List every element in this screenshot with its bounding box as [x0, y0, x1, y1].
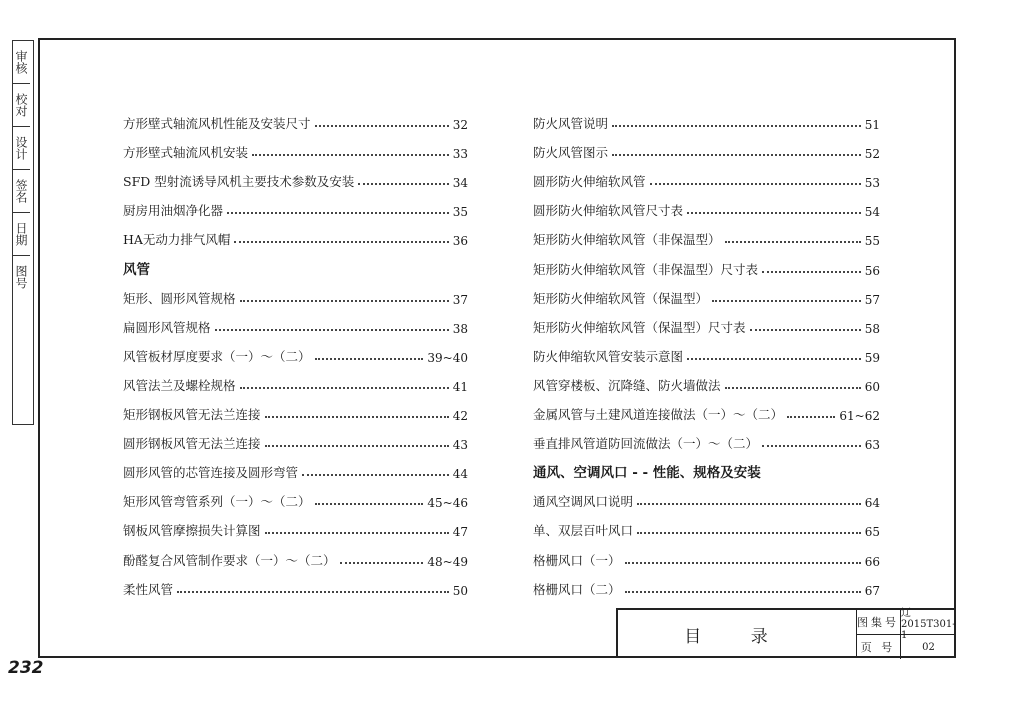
toc-entry-title: 圆形风管的芯管连接及圆形弯管: [123, 465, 299, 481]
toc-section-heading: [123, 248, 468, 277]
toc-entry: [123, 336, 468, 365]
leader-dots: [252, 154, 449, 156]
toc-entry-title: 矩形、圆形风管规格: [123, 290, 236, 306]
toc-entry: [123, 569, 468, 598]
leader-dots: [340, 562, 424, 564]
leader-dots: [625, 562, 861, 564]
toc-entry: [123, 161, 468, 190]
toc-entry-page: 41: [452, 379, 468, 394]
sidebar-cell: 审核: [13, 41, 30, 84]
toc-entry-page: 48~49: [427, 554, 468, 569]
toc-entry: [123, 278, 468, 307]
leader-dots: [612, 154, 861, 156]
leader-dots: [637, 532, 861, 534]
leader-dots: [712, 300, 861, 302]
toc-entry-title: 格栅风口（一）: [533, 552, 621, 568]
toc-entry: [533, 103, 880, 132]
toc-entry-title: 酚醛复合风管制作要求（一）～（二）: [123, 552, 336, 568]
toc-entry: [123, 452, 468, 481]
toc-entry-page: 37: [452, 292, 468, 307]
toc-left-column: [123, 103, 468, 598]
page-number-value: 02: [922, 641, 935, 653]
toc-entry-page: 61~62: [839, 409, 880, 424]
signature-sidebar: [12, 40, 34, 425]
sidebar-cell: 图号: [14, 265, 28, 289]
toc-entry-title: 矩形防火伸缩软风管（非保温型）: [533, 232, 721, 248]
toc-entry: [123, 219, 468, 248]
toc-entry: [533, 278, 880, 307]
toc-entry-page: 59: [864, 350, 880, 365]
toc-entry-title: 金属风管与土建风道连接做法（一）～（二）: [533, 407, 784, 423]
toc-entry: [533, 510, 880, 539]
leader-dots: [234, 241, 448, 243]
leader-dots: [762, 445, 861, 447]
toc-entry-title: 柔性风管: [123, 581, 174, 597]
toc-entry: [533, 161, 880, 190]
leader-dots: [687, 358, 861, 360]
leader-dots: [265, 445, 449, 447]
toc-entry-title: 扁圆形风管规格: [123, 319, 211, 335]
toc-entry-page: 38: [452, 321, 468, 336]
toc-entry: [533, 394, 880, 423]
leader-dots: [358, 183, 448, 185]
sidebar-cell: 签名: [13, 170, 30, 213]
toc-entry: [533, 219, 880, 248]
page-number: 232: [8, 658, 44, 678]
atlas-number-label: 图集号: [856, 610, 901, 635]
leader-dots: [762, 271, 861, 273]
toc-entry-title: 防火风管说明: [533, 116, 609, 132]
toc-entry: [123, 307, 468, 336]
toc-entry-page: 50: [452, 583, 468, 598]
leader-dots: [240, 300, 449, 302]
toc-section-heading: [533, 452, 880, 481]
toc-entry-title: 单、双层百叶风口: [533, 523, 634, 539]
toc-entry-title: 格栅风口（二）: [533, 581, 621, 597]
toc-entry: [533, 132, 880, 161]
toc-entry-title: 圆形防火伸缩软风管尺寸表: [533, 203, 684, 219]
toc-entry-page: 32: [452, 118, 468, 133]
toc-entry-page: 43: [452, 438, 468, 453]
toc-entry-page: 53: [864, 176, 880, 191]
toc-entry-page: 65: [864, 525, 880, 540]
toc-entry-page: 44: [452, 467, 468, 482]
leader-dots: [750, 329, 861, 331]
title-block: [616, 608, 956, 658]
toc-entry-page: 39~40: [427, 350, 468, 365]
toc-entry-page: 34: [452, 176, 468, 191]
toc-entry-page: 66: [864, 554, 880, 569]
sidebar-cell: 设计: [13, 127, 30, 170]
leader-dots: [265, 416, 449, 418]
toc-entry-title: 矩形防火伸缩软风管（保温型）尺寸表: [533, 319, 746, 335]
toc-entry-title: 方形壁式轴流风机安装: [123, 145, 249, 161]
title-block-title: 目 录: [618, 610, 857, 658]
toc-entry-title: 圆形防火伸缩软风管: [533, 174, 646, 190]
toc-entry-page: 58: [864, 321, 880, 336]
toc-entry-title: 通风、空调风口 - - 性能、规格及安装: [533, 465, 761, 482]
toc-entry-title: 防火伸缩软风管安装示意图: [533, 348, 684, 364]
toc-entry-page: 35: [452, 205, 468, 220]
toc-entry: [533, 569, 880, 598]
leader-dots: [315, 125, 449, 127]
toc-entry-title: 矩形钢板风管无法兰连接: [123, 407, 261, 423]
sidebar-cell: 日期: [13, 213, 30, 256]
toc-entry-title: 风管板材厚度要求（一）～（二）: [123, 348, 311, 364]
toc-entry: [123, 394, 468, 423]
leader-dots: [240, 387, 449, 389]
toc-entry-title: 防火风管图示: [533, 145, 609, 161]
toc-entry-title: 钢板风管摩擦损失计算图: [123, 523, 261, 539]
toc-entry-title: 矩形防火伸缩软风管（非保温型）尺寸表: [533, 261, 759, 277]
toc-entry-title: 垂直排风管道防回流做法（一）～（二）: [533, 436, 759, 452]
toc-entry-title: 风管法兰及螺栓规格: [123, 377, 236, 393]
leader-dots: [215, 329, 449, 331]
toc-entry-title: HA无动力排气风帽: [123, 232, 231, 248]
toc-entry: [123, 190, 468, 219]
toc-entry-title: 矩形防火伸缩软风管（保温型）: [533, 290, 709, 306]
toc-entry-page: 45~46: [427, 496, 468, 511]
leader-dots: [227, 212, 449, 214]
toc-entry-page: 56: [864, 263, 880, 278]
toc-entry: [533, 307, 880, 336]
toc-entry: [533, 190, 880, 219]
toc-entry-page: 64: [864, 496, 880, 511]
leader-dots: [315, 503, 424, 505]
leader-dots: [315, 358, 424, 360]
toc-entry: [533, 481, 880, 510]
toc-entry: [123, 481, 468, 510]
toc-entry: [533, 423, 880, 452]
page-number-label: 页 号: [856, 635, 901, 659]
leader-dots: [302, 474, 449, 476]
toc-entry: [533, 248, 880, 277]
toc-entry: [123, 423, 468, 452]
toc-entry-title: 风管穿楼板、沉降缝、防火墙做法: [533, 377, 721, 393]
toc-entry-page: 33: [452, 147, 468, 162]
toc-entry-page: 55: [864, 234, 880, 249]
toc-entry: [123, 510, 468, 539]
toc-entry-page: 36: [452, 234, 468, 249]
toc-entry-page: 52: [864, 147, 880, 162]
toc-entry: [533, 365, 880, 394]
toc-entry: [123, 103, 468, 132]
toc-entry: [533, 336, 880, 365]
leader-dots: [612, 125, 861, 127]
toc-entry-page: 54: [864, 205, 880, 220]
toc-entry: [123, 539, 468, 568]
leader-dots: [177, 591, 449, 593]
toc-entry-page: 47: [452, 525, 468, 540]
toc-entry-title: 风管: [123, 261, 150, 278]
atlas-number-value: 辽2015T301-1: [901, 607, 956, 641]
toc-right-column: [533, 103, 880, 598]
toc-entry-page: 67: [864, 583, 880, 598]
toc-entry-page: 42: [452, 409, 468, 424]
leader-dots: [725, 387, 861, 389]
toc-entry-title: 厨房用油烟净化器: [123, 203, 224, 219]
leader-dots: [650, 183, 861, 185]
leader-dots: [265, 532, 449, 534]
leader-dots: [637, 503, 861, 505]
toc-entry: [123, 365, 468, 394]
toc-entry-title: SFD 型射流诱导风机主要技术参数及安装: [123, 174, 355, 190]
toc-entry: [533, 539, 880, 568]
toc-entry-page: 51: [864, 118, 880, 133]
leader-dots: [687, 212, 861, 214]
toc-entry: [123, 132, 468, 161]
leader-dots: [725, 241, 861, 243]
toc-entry-page: 63: [864, 438, 880, 453]
toc-entry-title: 方形壁式轴流风机性能及安装尺寸: [123, 116, 311, 132]
toc-entry-page: 57: [864, 292, 880, 307]
toc-entry-page: 60: [864, 379, 880, 394]
toc-entry-title: 矩形风管弯管系列（一）～（二）: [123, 494, 311, 510]
sidebar-cell: 校对: [13, 84, 30, 127]
leader-dots: [787, 416, 835, 418]
toc-entry-title: 通风空调风口说明: [533, 494, 634, 510]
toc-entry-title: 圆形钢板风管无法兰连接: [123, 436, 261, 452]
leader-dots: [625, 591, 861, 593]
